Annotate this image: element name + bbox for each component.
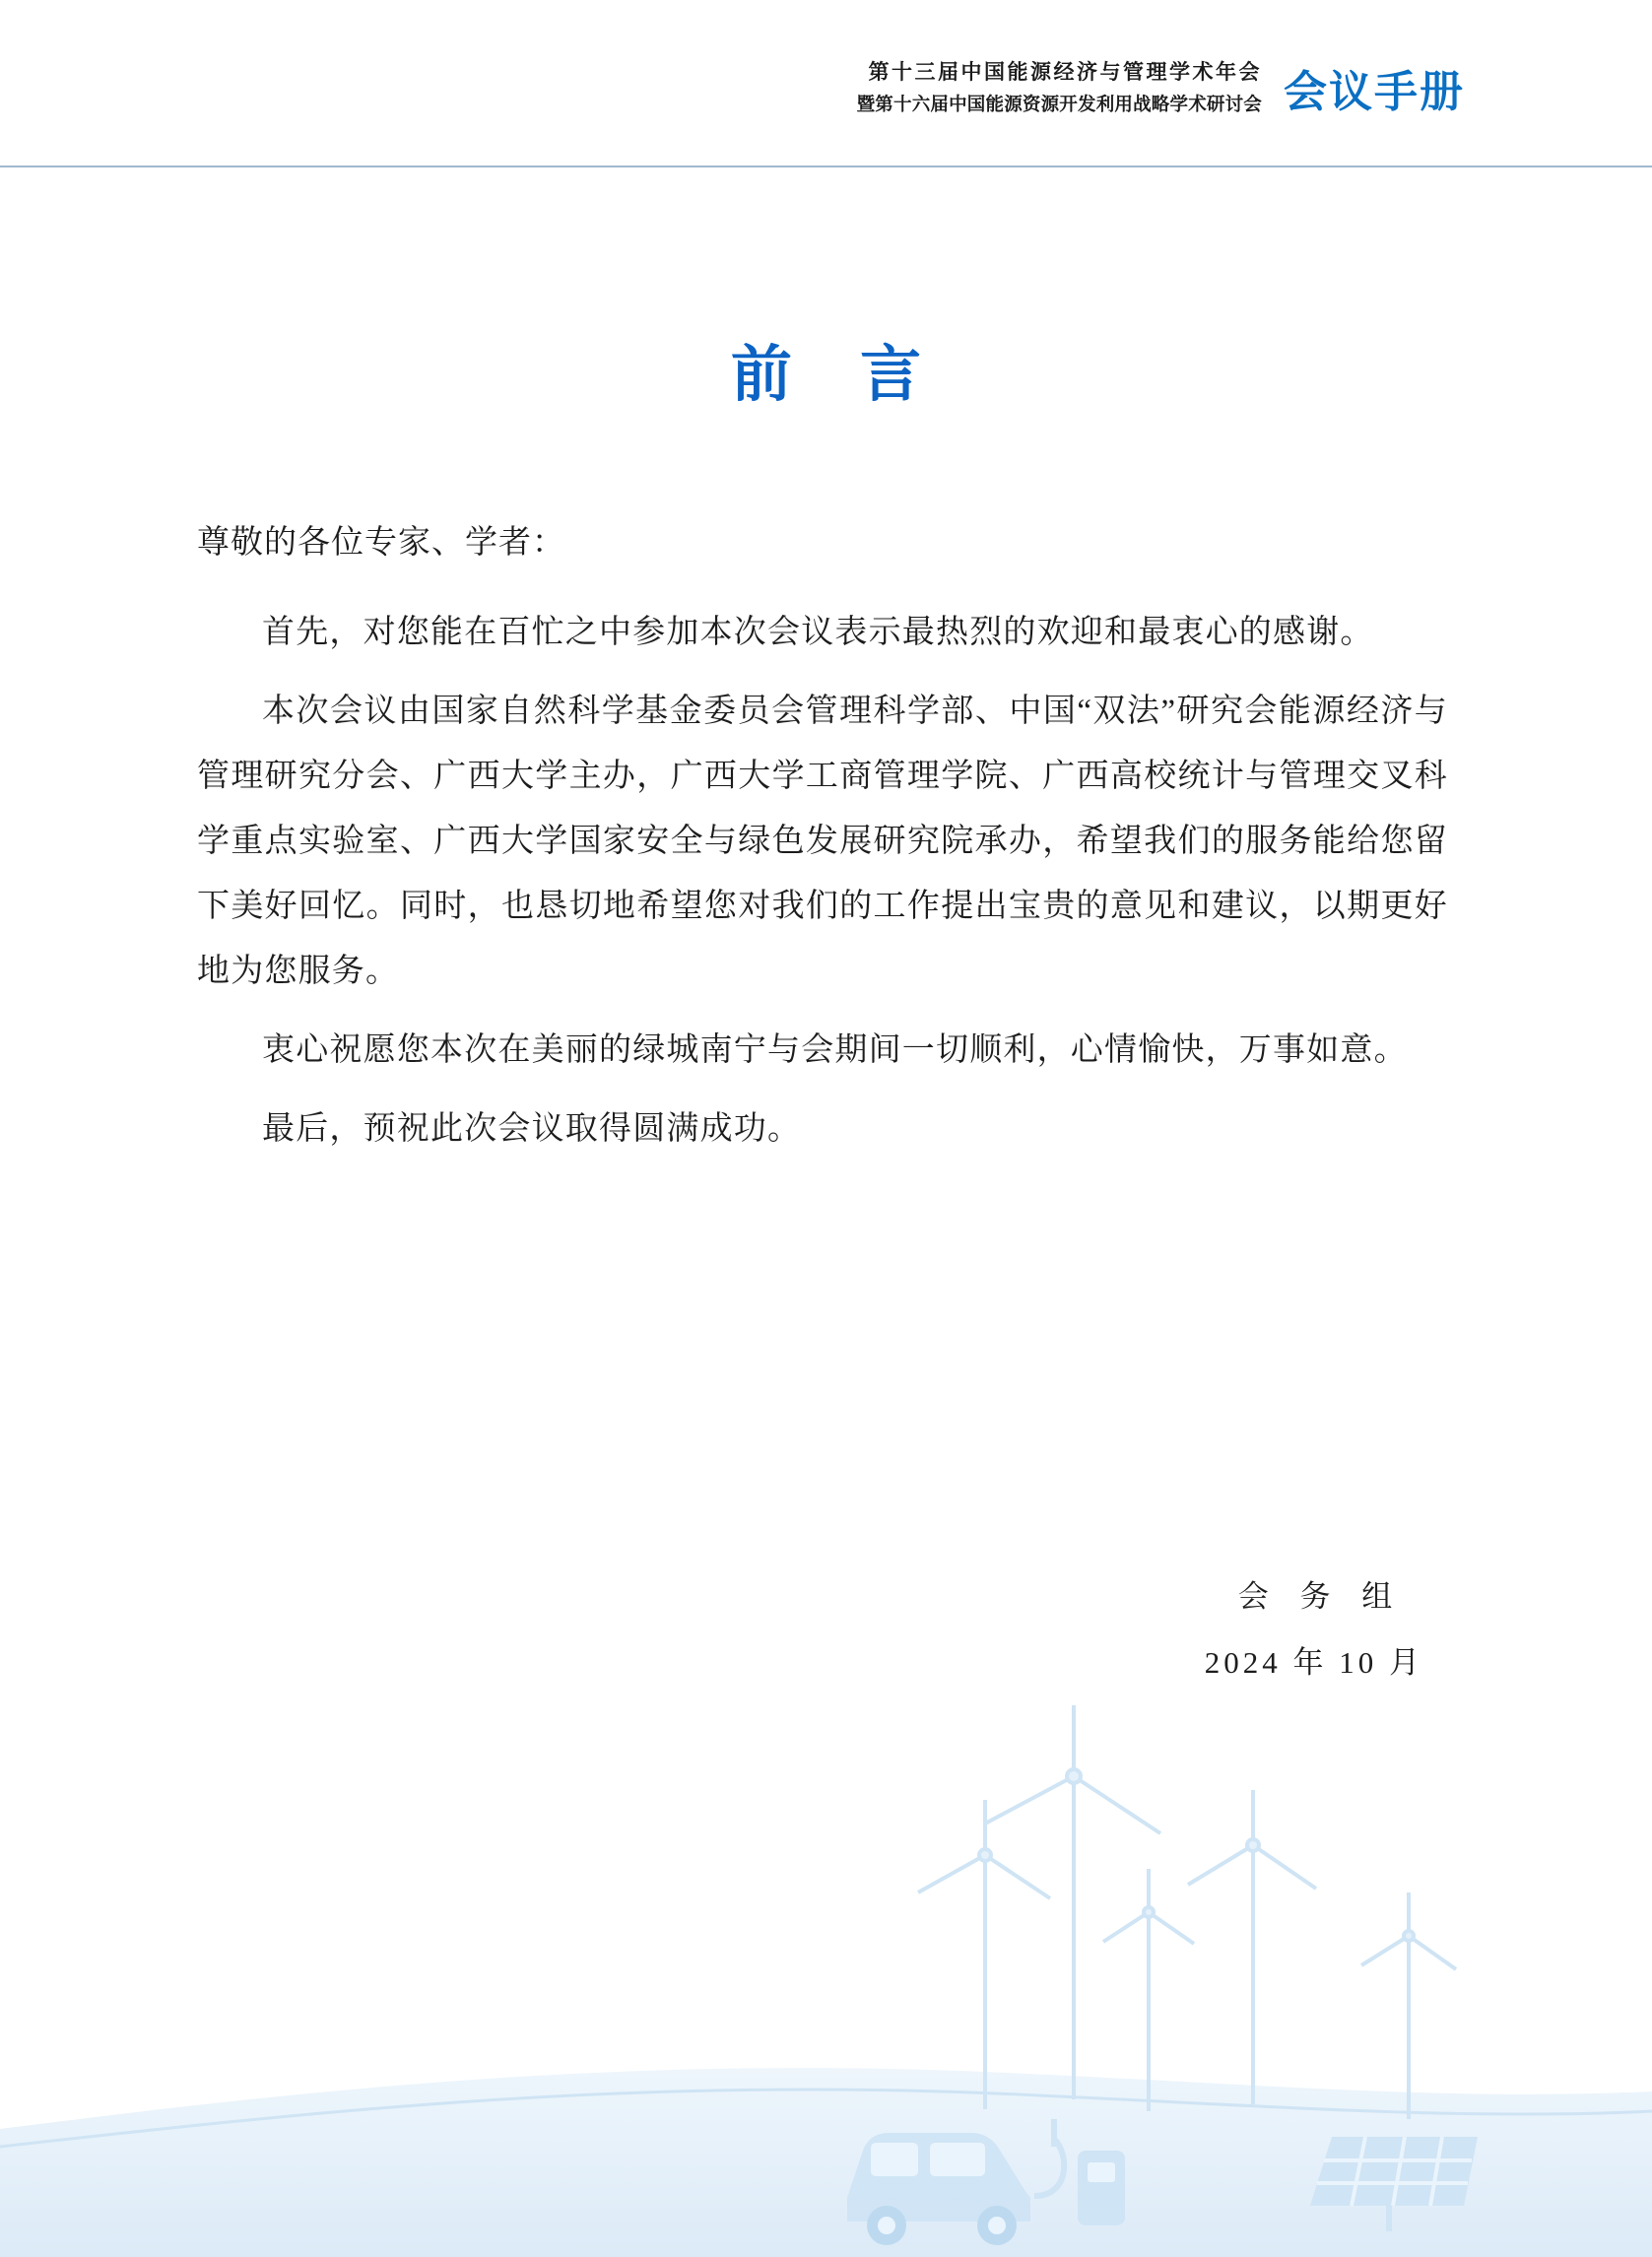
conference-titles [857, 57, 1262, 118]
electric-car-icon [847, 2133, 1030, 2245]
handbook-badge: 会议手册 [1284, 68, 1465, 117]
wind-turbine-icon [1361, 1892, 1456, 2119]
salutation: 尊敬的各位专家、学者： [197, 525, 565, 561]
header-divider [0, 166, 1652, 167]
ground-line [0, 2090, 1652, 2147]
ground-band [0, 2068, 1652, 2257]
signature-block [1205, 1571, 1423, 1682]
paragraph-4: 最后，预祝此次会议取得圆满成功。 [262, 1110, 802, 1147]
footer-illustration [0, 1705, 1652, 2257]
paragraph-1: 首先，对您能在百忙之中参加本次会议表示最热烈的欢迎和最衷心的感谢。 [262, 614, 1374, 650]
wind-turbine-icon [1188, 1790, 1316, 2104]
signature-organization: 会 务 组 [1237, 1579, 1405, 1614]
conference-title-secondary: 暨第十六届中国能源资源开发利用战略学术研讨会 [856, 93, 1262, 114]
signature-date: 2024 年 10 月 [1204, 1645, 1423, 1680]
wind-turbine-icon [918, 1800, 1050, 2109]
charging-station-icon [1034, 2119, 1125, 2225]
header-content [857, 57, 1465, 118]
wind-turbine-icon [985, 1705, 1160, 2099]
wind-turbine-icon [1103, 1869, 1194, 2111]
conference-title-primary: 第十三届中国能源经济与管理学术年会 [868, 61, 1262, 84]
wind-turbine-group [918, 1705, 1456, 2119]
paragraph-3: 衷心祝愿您本次在美丽的绿城南宁与会期间一切顺利，心情愉快，万事如意。 [262, 1031, 1408, 1068]
solar-panel-icon [1310, 2137, 1478, 2231]
preface-body [197, 512, 1448, 1175]
paragraph-2: 本次会议由国家自然科学基金委员会管理科学部、中国“双法”研究会能源经济与管理研究分会、广西大学主办，广西大学工商管理学院、广西高校统计与管理交叉科学重点实验室、广西大学国家安全与绿色发展研究院承办，希望我们的服务能给您留下美好回忆。同时，也恳切地希望您对我们的工作提出宝贵的意见和建议，以期更好地为您服务。 [197, 693, 1448, 989]
page-header [0, 0, 1652, 167]
page-title: 前 言 [730, 341, 948, 409]
